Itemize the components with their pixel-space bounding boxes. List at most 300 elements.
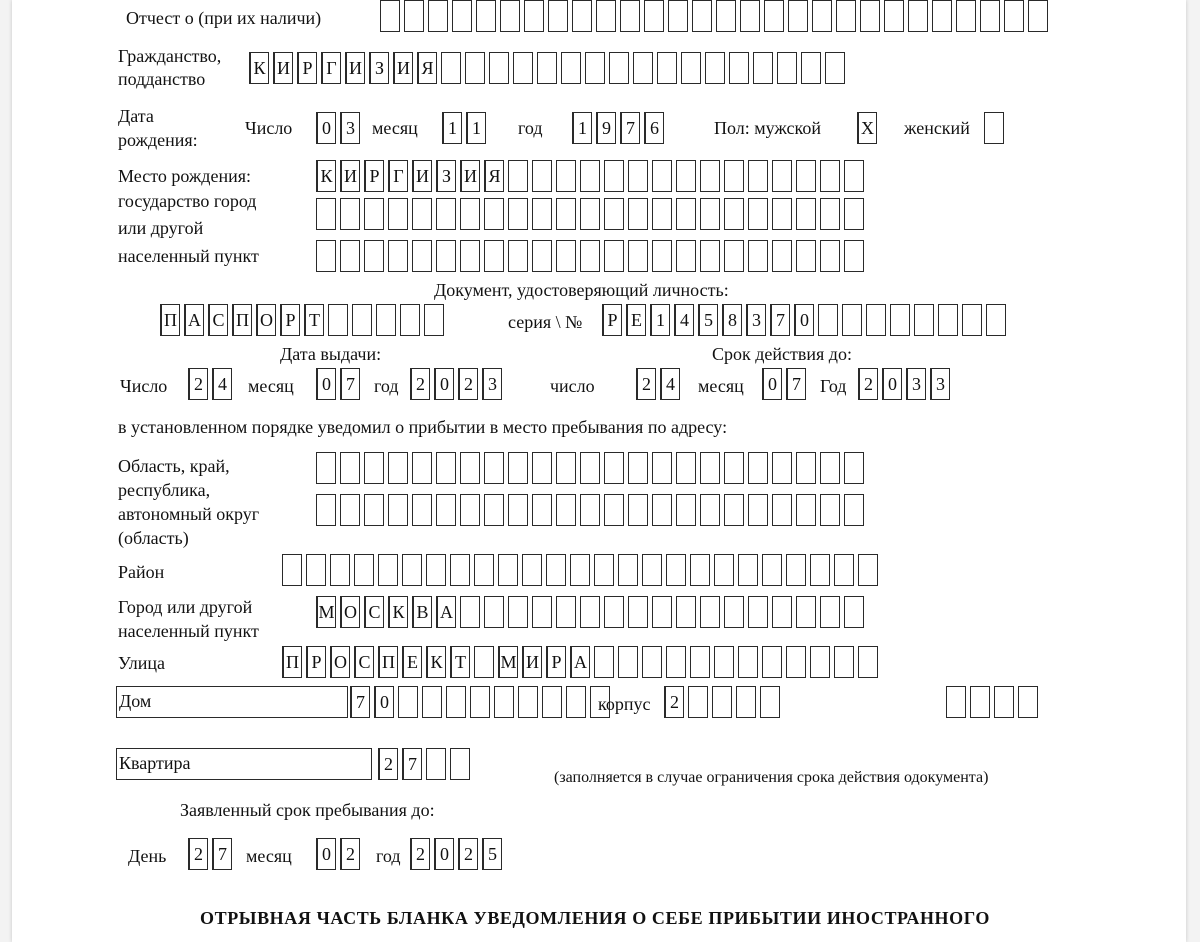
doc-number-cell[interactable]: Р (602, 304, 622, 336)
district-cell[interactable] (426, 554, 446, 586)
patronymic-cell[interactable] (692, 0, 712, 32)
district-cell[interactable] (402, 554, 422, 586)
region-cell[interactable] (388, 452, 408, 484)
patronymic-cell[interactable] (740, 0, 760, 32)
region-cell[interactable] (316, 494, 336, 526)
pob-cell[interactable] (796, 198, 816, 230)
district-cell[interactable] (594, 554, 614, 586)
patronymic-cell[interactable] (836, 0, 856, 32)
region-cell[interactable] (436, 452, 456, 484)
apartment-cell[interactable]: 7 (402, 748, 422, 780)
pob-cell[interactable] (676, 160, 696, 192)
pob-cell[interactable] (532, 240, 552, 272)
street-cell[interactable]: Т (450, 646, 470, 678)
pob-cell[interactable] (508, 160, 528, 192)
region-cell[interactable] (412, 452, 432, 484)
region-cell[interactable] (508, 452, 528, 484)
house-cell[interactable] (566, 686, 586, 718)
city-cell[interactable]: В (412, 596, 432, 628)
citizenship-cell[interactable] (561, 52, 581, 84)
building-cell[interactable] (736, 686, 756, 718)
district-cell[interactable] (522, 554, 542, 586)
citizenship-cell[interactable] (705, 52, 725, 84)
district-cell[interactable] (354, 554, 374, 586)
region-cell[interactable] (604, 494, 624, 526)
pob-cell[interactable] (484, 240, 504, 272)
street-cell[interactable]: П (282, 646, 302, 678)
issue-year-cell[interactable]: 2 (410, 368, 430, 400)
citizenship-cell[interactable] (441, 52, 461, 84)
building-cell[interactable] (760, 686, 780, 718)
pob-cell[interactable] (556, 160, 576, 192)
pob-cell[interactable] (724, 240, 744, 272)
citizenship-cell[interactable] (585, 52, 605, 84)
pob-cell[interactable] (412, 198, 432, 230)
street-cell[interactable]: К (426, 646, 446, 678)
patronymic-cell[interactable] (476, 0, 496, 32)
building-extra-cell[interactable] (946, 686, 966, 718)
pob-cell[interactable] (844, 198, 864, 230)
city-cell[interactable] (676, 596, 696, 628)
pob-cell[interactable]: К (316, 160, 336, 192)
city-cell[interactable] (844, 596, 864, 628)
doc-number-cell[interactable] (938, 304, 958, 336)
pob-cells-1[interactable] (316, 160, 868, 192)
district-cell[interactable] (810, 554, 830, 586)
street-cell[interactable] (642, 646, 662, 678)
region-cell[interactable] (340, 452, 360, 484)
citizenship-cell[interactable] (633, 52, 653, 84)
region-cell[interactable] (676, 494, 696, 526)
region-cell[interactable] (628, 452, 648, 484)
building-cells[interactable] (664, 686, 784, 718)
street-cell[interactable]: О (330, 646, 350, 678)
city-cell[interactable] (556, 596, 576, 628)
region-cell[interactable] (436, 494, 456, 526)
citizenship-cell[interactable] (465, 52, 485, 84)
pob-cell[interactable] (580, 240, 600, 272)
street-cell[interactable] (618, 646, 638, 678)
city-cell[interactable] (460, 596, 480, 628)
house-cell[interactable] (518, 686, 538, 718)
doc-type-cell[interactable]: Р (280, 304, 300, 336)
pob-cell[interactable] (580, 160, 600, 192)
city-cell[interactable] (796, 596, 816, 628)
pob-cell[interactable] (748, 198, 768, 230)
doc-number-cell[interactable] (962, 304, 982, 336)
doc-type-cell[interactable]: Т (304, 304, 324, 336)
region-cell[interactable] (532, 452, 552, 484)
stay-day-cells[interactable] (188, 838, 236, 870)
region-cell[interactable] (484, 494, 504, 526)
city-cell[interactable]: К (388, 596, 408, 628)
citizenship-cell[interactable] (801, 52, 821, 84)
region-cell[interactable] (700, 452, 720, 484)
region-cell[interactable] (700, 494, 720, 526)
street-cell[interactable]: Р (306, 646, 326, 678)
stay-day-cell[interactable]: 2 (188, 838, 208, 870)
street-cell[interactable]: Е (402, 646, 422, 678)
district-cell[interactable] (666, 554, 686, 586)
doc-number-cell[interactable] (986, 304, 1006, 336)
issue-year-cells[interactable] (410, 368, 506, 400)
doc-type-cell[interactable]: О (256, 304, 276, 336)
region-cell[interactable] (748, 494, 768, 526)
street-cell[interactable]: П (378, 646, 398, 678)
pob-cell[interactable] (724, 198, 744, 230)
doc-number-cell[interactable]: 1 (650, 304, 670, 336)
region-cell[interactable] (748, 452, 768, 484)
patronymic-cell[interactable] (668, 0, 688, 32)
pob-cell[interactable]: Р (364, 160, 384, 192)
district-cell[interactable] (618, 554, 638, 586)
house-cell[interactable] (470, 686, 490, 718)
house-cells[interactable] (350, 686, 614, 718)
citizenship-cell[interactable] (513, 52, 533, 84)
citizenship-cell[interactable]: И (393, 52, 413, 84)
patronymic-cell[interactable] (500, 0, 520, 32)
district-cell[interactable] (330, 554, 350, 586)
street-cell[interactable]: А (570, 646, 590, 678)
pob-cell[interactable] (388, 198, 408, 230)
district-cell[interactable] (378, 554, 398, 586)
region-cell[interactable] (580, 452, 600, 484)
pob-cell[interactable] (532, 198, 552, 230)
building-cell[interactable]: 2 (664, 686, 684, 718)
valid-day-cells[interactable] (636, 368, 684, 400)
patronymic-cell[interactable] (404, 0, 424, 32)
valid-year-cell[interactable]: 0 (882, 368, 902, 400)
pob-cell[interactable] (460, 240, 480, 272)
doc-type-cell[interactable]: П (160, 304, 180, 336)
pob-cell[interactable] (364, 198, 384, 230)
pob-cell[interactable] (748, 240, 768, 272)
district-cell[interactable] (474, 554, 494, 586)
dob-day-cell[interactable]: 0 (316, 112, 336, 144)
pob-cell[interactable]: И (460, 160, 480, 192)
region-cell[interactable] (364, 494, 384, 526)
region-cell[interactable] (340, 494, 360, 526)
stay-year-cell[interactable]: 5 (482, 838, 502, 870)
pob-cell[interactable]: И (340, 160, 360, 192)
apartment-cells[interactable] (378, 748, 474, 780)
dob-month-cell[interactable]: 1 (466, 112, 486, 144)
doc-number-cells[interactable] (602, 304, 1010, 336)
valid-day-cell[interactable]: 4 (660, 368, 680, 400)
doc-number-cell[interactable]: 4 (674, 304, 694, 336)
pob-cell[interactable] (436, 198, 456, 230)
district-cell[interactable] (498, 554, 518, 586)
doc-type-cell[interactable] (352, 304, 372, 336)
region-cell[interactable] (652, 452, 672, 484)
pob-cell[interactable] (340, 240, 360, 272)
issue-year-cell[interactable]: 3 (482, 368, 502, 400)
city-cell[interactable] (580, 596, 600, 628)
street-cell[interactable] (690, 646, 710, 678)
region-cell[interactable] (628, 494, 648, 526)
citizenship-cells[interactable] (249, 52, 849, 84)
region-cell[interactable] (316, 452, 336, 484)
pob-cell[interactable] (484, 198, 504, 230)
street-cell[interactable]: Р (546, 646, 566, 678)
pob-cell[interactable] (340, 198, 360, 230)
valid-year-cells[interactable] (858, 368, 954, 400)
patronymic-cell[interactable] (980, 0, 1000, 32)
pob-cell[interactable] (772, 198, 792, 230)
dob-month-cell[interactable]: 1 (442, 112, 462, 144)
citizenship-cell[interactable] (489, 52, 509, 84)
pob-cell[interactable] (820, 240, 840, 272)
issue-day-cell[interactable]: 2 (188, 368, 208, 400)
patronymic-cell[interactable] (596, 0, 616, 32)
district-cell[interactable] (282, 554, 302, 586)
pob-cell[interactable] (412, 240, 432, 272)
pob-cell[interactable] (364, 240, 384, 272)
region-cell[interactable] (580, 494, 600, 526)
doc-number-cell[interactable] (866, 304, 886, 336)
region-cells-1[interactable] (316, 452, 868, 484)
district-cell[interactable] (546, 554, 566, 586)
region-cells-2[interactable] (316, 494, 868, 526)
house-cell[interactable] (422, 686, 442, 718)
street-cell[interactable] (786, 646, 806, 678)
region-cell[interactable] (508, 494, 528, 526)
valid-year-cell[interactable]: 3 (930, 368, 950, 400)
citizenship-cell[interactable]: Г (321, 52, 341, 84)
doc-type-cell[interactable] (400, 304, 420, 336)
region-cell[interactable] (556, 494, 576, 526)
city-cell[interactable] (820, 596, 840, 628)
doc-number-cell[interactable]: 7 (770, 304, 790, 336)
region-cell[interactable] (844, 452, 864, 484)
doc-number-cell[interactable] (842, 304, 862, 336)
pob-cell[interactable] (532, 160, 552, 192)
citizenship-cell[interactable] (609, 52, 629, 84)
stay-year-cell[interactable]: 2 (458, 838, 478, 870)
city-cell[interactable] (772, 596, 792, 628)
patronymic-cell[interactable] (884, 0, 904, 32)
pob-cell[interactable] (508, 240, 528, 272)
region-cell[interactable] (724, 494, 744, 526)
region-cell[interactable] (460, 494, 480, 526)
street-cell[interactable] (834, 646, 854, 678)
valid-month-cell[interactable]: 0 (762, 368, 782, 400)
pob-cell[interactable] (796, 160, 816, 192)
pob-cell[interactable] (460, 198, 480, 230)
pob-cell[interactable] (604, 198, 624, 230)
valid-month-cell[interactable]: 7 (786, 368, 806, 400)
building-extra-cell[interactable] (970, 686, 990, 718)
region-cell[interactable] (796, 494, 816, 526)
apartment-cell[interactable] (426, 748, 446, 780)
dob-year-cell[interactable]: 9 (596, 112, 616, 144)
issue-month-cells[interactable] (316, 368, 364, 400)
city-cell[interactable] (724, 596, 744, 628)
patronymic-cell[interactable] (716, 0, 736, 32)
citizenship-cell[interactable] (825, 52, 845, 84)
patronymic-cells[interactable] (380, 0, 1052, 32)
doc-number-cell[interactable]: 0 (794, 304, 814, 336)
dob-month-cells[interactable] (442, 112, 490, 144)
city-cell[interactable] (484, 596, 504, 628)
pob-cell[interactable] (796, 240, 816, 272)
citizenship-cell[interactable] (537, 52, 557, 84)
district-cell[interactable] (570, 554, 590, 586)
patronymic-cell[interactable] (812, 0, 832, 32)
city-cell[interactable] (652, 596, 672, 628)
district-cells[interactable] (282, 554, 882, 586)
region-cell[interactable] (460, 452, 480, 484)
region-cell[interactable] (676, 452, 696, 484)
citizenship-cell[interactable] (681, 52, 701, 84)
street-cell[interactable] (474, 646, 494, 678)
city-cell[interactable]: О (340, 596, 360, 628)
doc-type-cell[interactable]: А (184, 304, 204, 336)
pob-cell[interactable] (628, 240, 648, 272)
city-cell[interactable]: А (436, 596, 456, 628)
region-cell[interactable] (724, 452, 744, 484)
pob-cell[interactable] (388, 240, 408, 272)
issue-day-cell[interactable]: 4 (212, 368, 232, 400)
citizenship-cell[interactable]: Я (417, 52, 437, 84)
city-cell[interactable] (628, 596, 648, 628)
issue-month-cell[interactable]: 7 (340, 368, 360, 400)
patronymic-cell[interactable] (788, 0, 808, 32)
patronymic-cell[interactable] (764, 0, 784, 32)
patronymic-cell[interactable] (620, 0, 640, 32)
doc-number-cell[interactable]: 3 (746, 304, 766, 336)
region-cell[interactable] (772, 452, 792, 484)
building-cell[interactable] (712, 686, 732, 718)
street-cell[interactable]: И (522, 646, 542, 678)
pob-cell[interactable] (604, 160, 624, 192)
patronymic-cell[interactable] (428, 0, 448, 32)
house-cell[interactable] (494, 686, 514, 718)
street-cell[interactable] (738, 646, 758, 678)
region-cell[interactable] (388, 494, 408, 526)
doc-type-cells[interactable] (160, 304, 448, 336)
region-cell[interactable] (556, 452, 576, 484)
issue-year-cell[interactable]: 0 (434, 368, 454, 400)
dob-year-cell[interactable]: 6 (644, 112, 664, 144)
pob-cell[interactable] (700, 160, 720, 192)
doc-number-cell[interactable]: 5 (698, 304, 718, 336)
citizenship-cell[interactable] (729, 52, 749, 84)
doc-number-cell[interactable] (890, 304, 910, 336)
pob-cell[interactable] (772, 240, 792, 272)
region-cell[interactable] (412, 494, 432, 526)
citizenship-cell[interactable]: К (249, 52, 269, 84)
pob-cell[interactable] (628, 198, 648, 230)
region-cell[interactable] (820, 452, 840, 484)
city-cell[interactable] (532, 596, 552, 628)
pob-cell[interactable] (628, 160, 648, 192)
stay-month-cell[interactable]: 2 (340, 838, 360, 870)
pob-cell[interactable]: И (412, 160, 432, 192)
valid-year-cell[interactable]: 3 (906, 368, 926, 400)
pob-cell[interactable] (700, 240, 720, 272)
district-cell[interactable] (858, 554, 878, 586)
city-cell[interactable] (604, 596, 624, 628)
citizenship-cell[interactable]: И (345, 52, 365, 84)
pob-cell[interactable] (436, 240, 456, 272)
region-cell[interactable] (844, 494, 864, 526)
pob-cell[interactable] (604, 240, 624, 272)
pob-cell[interactable] (508, 198, 528, 230)
pob-cell[interactable] (724, 160, 744, 192)
street-cell[interactable]: С (354, 646, 374, 678)
patronymic-cell[interactable] (932, 0, 952, 32)
issue-year-cell[interactable]: 2 (458, 368, 478, 400)
region-cell[interactable] (364, 452, 384, 484)
stay-year-cell[interactable]: 2 (410, 838, 430, 870)
region-cell[interactable] (772, 494, 792, 526)
stay-day-cell[interactable]: 7 (212, 838, 232, 870)
region-cell[interactable] (652, 494, 672, 526)
patronymic-cell[interactable] (452, 0, 472, 32)
house-cell[interactable] (542, 686, 562, 718)
pob-cell[interactable] (652, 160, 672, 192)
pob-cell[interactable] (820, 198, 840, 230)
doc-type-cell[interactable] (424, 304, 444, 336)
doc-number-cell[interactable]: 8 (722, 304, 742, 336)
pob-cell[interactable] (820, 160, 840, 192)
pob-cell[interactable] (556, 240, 576, 272)
citizenship-cell[interactable] (753, 52, 773, 84)
pob-cell[interactable] (316, 198, 336, 230)
district-cell[interactable] (690, 554, 710, 586)
house-cell[interactable]: 0 (374, 686, 394, 718)
region-cell[interactable] (484, 452, 504, 484)
street-cell[interactable] (594, 646, 614, 678)
pob-cells-3[interactable] (316, 240, 868, 272)
city-cell[interactable]: С (364, 596, 384, 628)
patronymic-cell[interactable] (908, 0, 928, 32)
city-cells[interactable] (316, 596, 868, 628)
street-cell[interactable] (666, 646, 686, 678)
patronymic-cell[interactable] (572, 0, 592, 32)
pob-cell[interactable] (556, 198, 576, 230)
male-checkbox[interactable]: Х (857, 112, 877, 144)
doc-type-cell[interactable]: П (232, 304, 252, 336)
doc-number-cell[interactable]: Е (626, 304, 646, 336)
city-cell[interactable] (508, 596, 528, 628)
street-cell[interactable] (762, 646, 782, 678)
apartment-cell[interactable]: 2 (378, 748, 398, 780)
dob-year-cell[interactable]: 7 (620, 112, 640, 144)
patronymic-cell[interactable] (1004, 0, 1024, 32)
pob-cell[interactable] (844, 160, 864, 192)
doc-type-cell[interactable] (328, 304, 348, 336)
pob-cell[interactable] (580, 198, 600, 230)
stay-month-cell[interactable]: 0 (316, 838, 336, 870)
citizenship-cell[interactable]: Р (297, 52, 317, 84)
pob-cell[interactable]: Г (388, 160, 408, 192)
region-cell[interactable] (532, 494, 552, 526)
street-cell[interactable] (858, 646, 878, 678)
citizenship-cell[interactable] (657, 52, 677, 84)
citizenship-cell[interactable]: И (273, 52, 293, 84)
pob-cell[interactable] (652, 198, 672, 230)
valid-day-cell[interactable]: 2 (636, 368, 656, 400)
patronymic-cell[interactable] (380, 0, 400, 32)
dob-year-cell[interactable]: 1 (572, 112, 592, 144)
dob-year-cells[interactable] (572, 112, 668, 144)
house-cell[interactable]: 7 (350, 686, 370, 718)
city-cell[interactable] (748, 596, 768, 628)
pob-cell[interactable] (652, 240, 672, 272)
district-cell[interactable] (642, 554, 662, 586)
